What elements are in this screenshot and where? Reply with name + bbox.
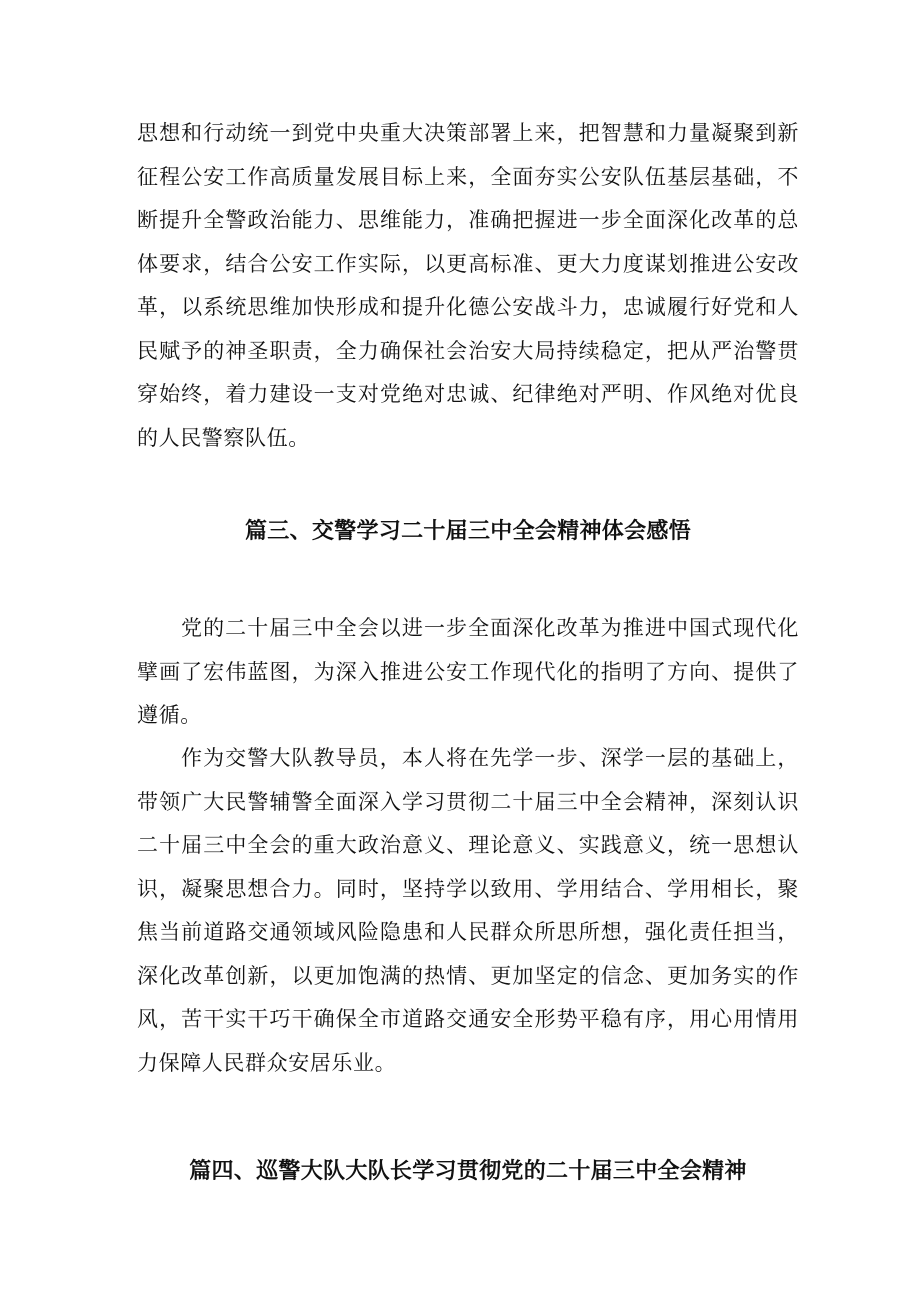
continuation-paragraph: 思想和行动统一到党中央重大决策部署上来，把智慧和力量凝聚到新征程公安工作高质量发展目标上来，全面夯实公安队伍基层基础，不断提升全警政治能力、思维能力，准确把握进一步全面深化改革的总体要求，结合公安工作实际，以更高标准、更大力度谋划推进公安改革，以系统思维加快形成和提升化德公安战斗力，忠诚履行好党和人民赋予的神圣职责，全力确保社会治安大局持续稳定，把从严治警贯穿始终，着力建设一支对党绝对忠诚、纪律绝对严明、作风绝对优良的人民警察队伍。 <box>137 121 799 450</box>
section-3-paragraph-1: 党的二十届三中全会以进一步全面深化改革为推进中国式现代化擘画了宏伟蓝图，为深入推进公安工作现代化的指明了方向、提供了遵循。 <box>137 616 799 727</box>
section-4-title: 篇四、巡警大队大队长学习贯彻党的二十届三中全会精神 <box>189 1159 747 1184</box>
section-3-paragraph-2: 作为交警大队教导员，本人将在先学一步、深学一层的基础上，带领广大民警辅警全面深入学习贯彻二十届三中全会精神，深刻认识二十届三中全会的重大政治意义、理论意义、实践意义，统一思想认识，凝聚思想合力。同时，坚持学以致用、学用结合、学用相长，聚焦当前道路交通领域风险隐患和人民群众所思所想，强化责任担当，深化改革创新，以更加饱满的热情、更加坚定的信念、更加务实的作风，苦干实干巧干确保全市道路交通安全形势平稳有序，用心用情用力保障人民群众安居乐业。 <box>137 746 799 1075</box>
section-3-title: 篇三、交警学习二十届三中全会精神体会感悟 <box>244 519 691 544</box>
